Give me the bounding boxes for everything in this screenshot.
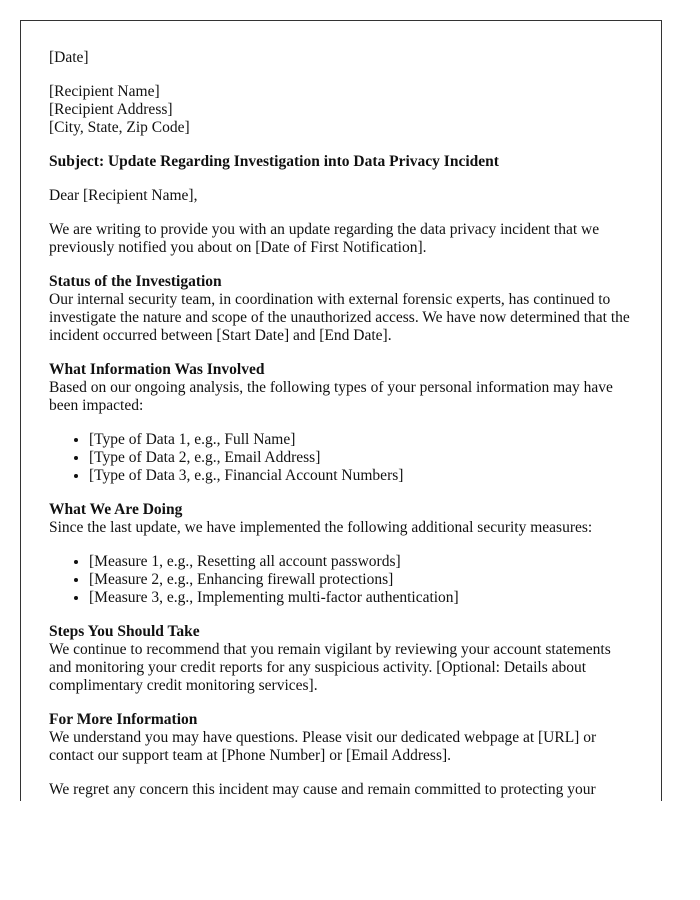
letter-date: [Date]: [49, 49, 89, 66]
security-measures-list: [49, 553, 633, 607]
recipient-name: [Recipient Name]: [49, 83, 160, 100]
letter-page: [20, 20, 662, 801]
recipient-city-state-zip: [City, State, Zip Code]: [49, 119, 190, 136]
closing-paragraph: We regret any concern this incident may cause and remain committed to protecting your: [49, 781, 596, 798]
letter-subject: Subject: Update Regarding Investigation into Data Privacy Incident: [49, 153, 499, 170]
list-item: • [Type of Data 2, e.g., Email Address]: [89, 449, 633, 467]
list-item: • [Type of Data 1, e.g., Full Name]: [89, 431, 633, 449]
recipient-address-block: [49, 83, 633, 137]
section-for-more-information: [49, 711, 633, 765]
section-body: We continue to recommend that you remain vigilant by reviewing your account statements and monitoring your credit reports for any suspicious activity. [Optional: Details about complimentary credit monitoring services].: [49, 641, 611, 694]
section-heading: Steps You Should Take: [49, 623, 200, 640]
section-what-we-are-doing: [49, 501, 633, 607]
list-item: • [Measure 2, e.g., Enhancing firewall protections]: [89, 571, 633, 589]
section-body: Based on our ongoing analysis, the following types of your personal information may have been impacted:: [49, 379, 613, 414]
list-item: • [Measure 3, e.g., Implementing multi-factor authentication]: [89, 589, 633, 607]
section-heading: What We Are Doing: [49, 501, 183, 518]
section-body: Since the last update, we have implemented the following additional security measures:: [49, 519, 593, 536]
list-item: • [Measure 1, e.g., Resetting all account passwords]: [89, 553, 633, 571]
section-heading: For More Information: [49, 711, 198, 728]
section-status-of-investigation: [49, 273, 633, 345]
data-types-list: [49, 431, 633, 485]
recipient-address: [Recipient Address]: [49, 101, 173, 118]
section-what-information-involved: [49, 361, 633, 485]
section-steps-you-should-take: [49, 623, 633, 695]
section-heading: What Information Was Involved: [49, 361, 265, 378]
list-item: • [Type of Data 3, e.g., Financial Account Numbers]: [89, 467, 633, 485]
section-body: We understand you may have questions. Please visit our dedicated webpage at [URL] or contact our support team at [Phone Number] or [Email Address].: [49, 729, 597, 764]
intro-paragraph: We are writing to provide you with an update regarding the data privacy incident that we previously notified you about on [Date of First Notification].: [49, 221, 600, 256]
document-viewport: [20, 20, 662, 801]
section-body: Our internal security team, in coordination with external forensic experts, has continued to investigate the nature and scope of the unauthorized access. We have now determined that the incident occurred between [Start Date] and [End Date].: [49, 291, 630, 344]
section-heading: Status of the Investigation: [49, 273, 222, 290]
salutation: Dear [Recipient Name],: [49, 187, 198, 204]
